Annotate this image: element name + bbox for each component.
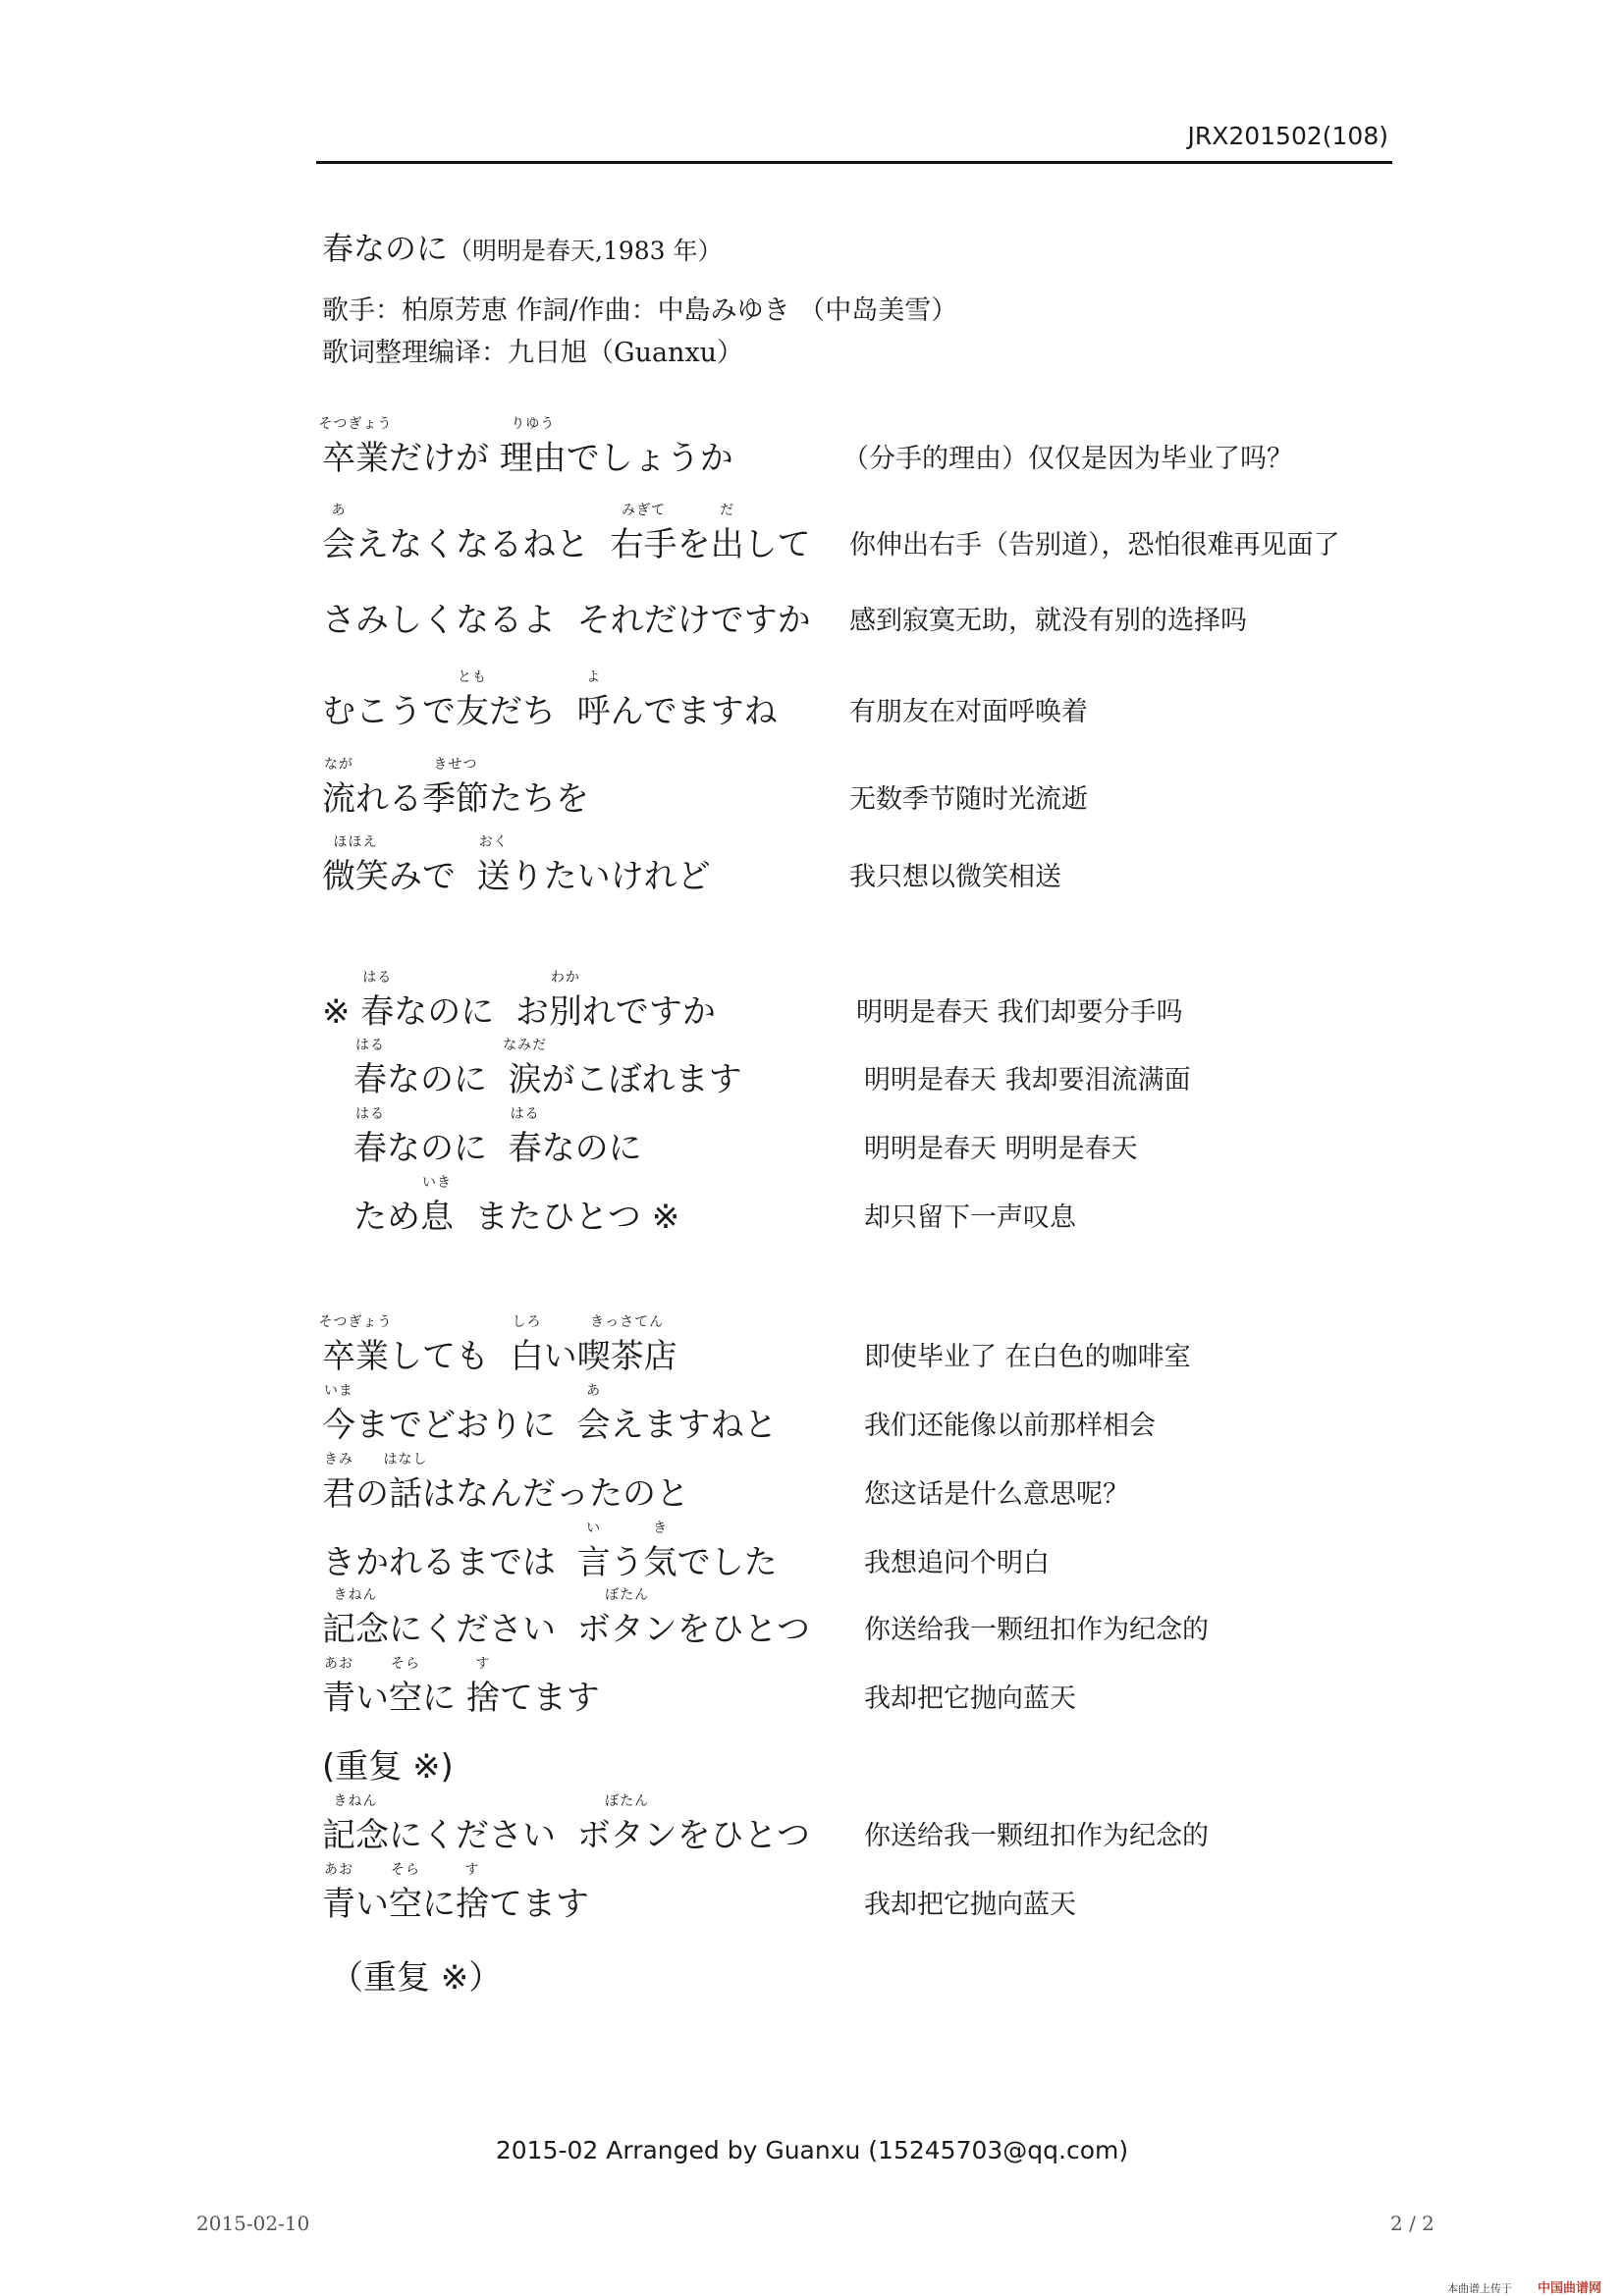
ruby-reading: よ (586, 669, 602, 685)
ruby-reading: そら (391, 1656, 420, 1672)
lyric-chinese: 无数季节随时光流逝 (849, 784, 1088, 815)
lyric-chinese: 明明是春天 我们却要分手吗 (856, 997, 1183, 1028)
lyric-chinese: 明明是春天 我却要泪流满面 (864, 1065, 1191, 1095)
ruby-base: 春 (508, 1129, 542, 1168)
ruby-base: 送 (476, 857, 511, 896)
lyric-text: までどおりに (355, 1406, 577, 1445)
ruby-reading: す (475, 1656, 491, 1672)
ruby-reading: はなし (383, 1452, 428, 1468)
ruby-base: 記念 (322, 1610, 389, 1649)
lyric-chinese: 你伸出右手（告别道），恐怕很难再见面了 (849, 530, 1340, 561)
ruby-reading: きっさてん (590, 1314, 665, 1330)
lyric-text: なのに (541, 1129, 642, 1168)
ruby-reading: なみだ (503, 1038, 548, 1053)
ruby-reading: はる (355, 1106, 385, 1122)
lyric-japanese (322, 503, 811, 564)
ruby-base: 出 (710, 525, 744, 564)
footer-date: 2015-02-10 (196, 2212, 310, 2235)
editor-credit: 歌词整理编译：九日旭（Guanxu） (322, 338, 744, 368)
ruby-base: 卒業 (322, 439, 389, 478)
ruby-base: 話 (389, 1474, 422, 1514)
ruby-base: 春 (353, 1129, 387, 1168)
ruby-base: 微笑 (322, 857, 389, 896)
lyric-line (0, 653, 1624, 731)
ruby-base: 言 (576, 1543, 611, 1582)
lyric-line (0, 1090, 1624, 1168)
ruby-reading: きせつ (433, 757, 478, 773)
ruby-reading: だ (720, 503, 735, 518)
ruby-word (322, 834, 389, 896)
ruby-reading: いま (324, 1383, 353, 1399)
lyric-text: (重复 ※) (322, 1747, 454, 1787)
lyric-text: ため (353, 1198, 420, 1237)
ruby-reading: きねん (333, 1793, 378, 1809)
lyric-text: きかれるまでは (322, 1543, 577, 1582)
lyric-chinese: 您这话是什么意思呢？ (864, 1479, 1129, 1510)
song-title-block (322, 224, 723, 269)
lyric-text: にください (389, 1816, 577, 1855)
lyric-text: だち (489, 692, 577, 731)
lyric-text: みで (389, 857, 477, 896)
ruby-reading: りゆう (511, 416, 556, 432)
lyric-line (0, 740, 1624, 819)
lyric-japanese (322, 669, 778, 731)
footer-credit: 2015-02 Arranged by Guanxu (15245703@qq.com) (495, 2136, 1129, 2164)
ruby-word (476, 834, 511, 896)
lyric-line (0, 1298, 1624, 1376)
ruby-base: ボタン (576, 1816, 677, 1855)
ruby-base: 白 (510, 1337, 544, 1376)
ruby-reading: あ (331, 503, 347, 518)
lyric-text: い (355, 1679, 389, 1718)
ruby-base: 春 (360, 992, 395, 1032)
lyric-line (0, 1571, 1624, 1649)
ruby-reading: き (653, 1521, 669, 1536)
page-number: 2 / 2 (1390, 2212, 1435, 2235)
lyric-chinese: 你送给我一颗纽扣作为纪念的 (864, 1615, 1209, 1645)
lyric-text: またひとつ ※ (454, 1198, 680, 1237)
ruby-base: 青 (322, 1885, 355, 1924)
ruby-base: 青 (322, 1679, 355, 1718)
lyric-text: んでますね (610, 692, 778, 731)
singer-credit: 歌手：柏原芳恵 作詞/作曲：中島みゆき （中岛美雪） (322, 295, 958, 326)
lyric-text: はなんだったのと (422, 1474, 689, 1514)
lyric-text: なのに (387, 1060, 509, 1099)
ruby-word (322, 1862, 355, 1924)
ruby-base: 友 (456, 692, 489, 731)
ruby-word (420, 1175, 454, 1237)
ruby-reading: きみ (324, 1452, 353, 1468)
ruby-reading: なが (324, 757, 353, 773)
ruby-reading: そつぎょう (318, 1314, 393, 1330)
ruby-base: 捨 (465, 1679, 500, 1718)
ruby-word (610, 503, 677, 564)
ruby-reading: そつぎょう (318, 416, 393, 432)
ruby-word (576, 669, 611, 731)
lyric-text: がこぼれます (541, 1060, 742, 1099)
song-title: 春なのに (322, 230, 449, 267)
ruby-base: 喫茶店 (576, 1337, 677, 1376)
ruby-reading: あお (324, 1656, 353, 1672)
ruby-base: 息 (420, 1198, 454, 1237)
ruby-reading: わか (550, 970, 580, 986)
ruby-reading: しろ (512, 1314, 542, 1330)
ruby-word (499, 416, 567, 478)
lyric-line (0, 1158, 1624, 1237)
song-title-note: （明明是春天,1983 年） (448, 237, 723, 265)
lyric-chinese: 我想追问个明白 (864, 1548, 1050, 1578)
lyric-line (0, 1639, 1624, 1718)
lyric-text: だけが (389, 439, 500, 478)
ruby-reading: はる (355, 1038, 385, 1053)
lyric-line (0, 1435, 1624, 1514)
lyric-chinese: 有朋友在对面呼唤着 (849, 697, 1088, 727)
ruby-reading: ぼたん (605, 1587, 650, 1603)
document-code: JRX201502(108) (1187, 122, 1388, 150)
lyric-chinese: 即使毕业了 在白色的咖啡室 (864, 1342, 1191, 1372)
lyric-chinese: 我却把它抛向蓝天 (864, 1683, 1076, 1714)
lyric-line (0, 400, 1624, 478)
lyric-chinese: 你送给我一颗纽扣作为纪念的 (864, 1821, 1209, 1851)
ruby-base: 空 (389, 1885, 422, 1924)
ruby-word (710, 503, 744, 564)
ruby-base: 気 (643, 1543, 677, 1582)
lyric-text: なのに (387, 1129, 509, 1168)
ruby-word (456, 669, 489, 731)
ruby-word (456, 1862, 489, 1924)
ruby-reading: あ (586, 1383, 602, 1399)
lyric-text: でした (677, 1543, 778, 1582)
lyric-text: てます (499, 1679, 600, 1718)
ruby-reading: おく (478, 834, 509, 850)
lyric-text: さみしくなるよ それだけですか (322, 601, 811, 640)
ruby-reading: あお (324, 1862, 353, 1878)
ruby-word (389, 1862, 422, 1924)
ruby-base: 理由 (499, 439, 567, 478)
lyric-text: に (422, 1885, 456, 1924)
ruby-base: 今 (322, 1406, 355, 1445)
ruby-base: 右手 (610, 525, 677, 564)
ruby-reading: ほほえ (333, 834, 378, 850)
lyric-text: を (677, 525, 711, 564)
lyric-text: れる (355, 779, 422, 819)
ruby-base: 涙 (508, 1060, 542, 1099)
header-rule (316, 161, 1392, 164)
lyric-text: にください (389, 1610, 577, 1649)
ruby-word (422, 757, 489, 819)
site-logo: 中国曲谱网 (1538, 2281, 1602, 2296)
ruby-word (322, 757, 355, 819)
lyric-text: い (543, 1337, 577, 1376)
ruby-base: ボタン (576, 1610, 677, 1649)
lyric-line (0, 1708, 1624, 1787)
lyric-chinese: 我们还能像以前那样相会 (864, 1411, 1156, 1441)
lyric-line (0, 1366, 1624, 1445)
lyric-text: い (355, 1885, 389, 1924)
lyric-text: に (422, 1679, 466, 1718)
ruby-reading: とも (458, 669, 487, 685)
ruby-base: 捨 (456, 1885, 489, 1924)
lyric-line (0, 1021, 1624, 1099)
ruby-reading: い (586, 1521, 602, 1536)
ruby-word (318, 416, 393, 478)
ruby-base: 空 (389, 1679, 422, 1718)
lyric-line (0, 1777, 1624, 1855)
lyric-text: りたいけれど (510, 857, 711, 896)
lyric-japanese (322, 1862, 589, 1924)
ruby-word (322, 503, 355, 564)
lyric-text: して (743, 525, 811, 564)
upload-note: 本曲谱上传于 (1447, 2282, 1512, 2295)
ruby-base: 君 (322, 1474, 355, 1514)
ruby-base: 呼 (576, 692, 611, 731)
lyric-line (0, 486, 1624, 564)
lyric-text: ※ (322, 992, 361, 1032)
lyric-text: てます (489, 1885, 589, 1924)
lyric-chinese: 感到寂寞无助，就没有别的选择吗 (849, 606, 1247, 636)
ruby-base: 季節 (422, 779, 489, 819)
lyric-text: えますねと (610, 1406, 778, 1445)
lyric-text: むこうで (322, 692, 456, 731)
lyric-text: しても (389, 1337, 511, 1376)
ruby-base: 卒業 (322, 1337, 389, 1376)
ruby-base: 記念 (322, 1816, 389, 1855)
lyric-text: （重复 ※） (330, 1958, 503, 1998)
lyric-japanese (322, 601, 811, 640)
lyric-text: をひとつ (677, 1816, 810, 1855)
lyric-line (0, 953, 1624, 1032)
lyric-text: の (355, 1474, 389, 1514)
lyric-chinese: 明明是春天 明明是春天 (864, 1134, 1138, 1164)
ruby-reading: きねん (333, 1587, 378, 1603)
lyric-chinese: 我却把它抛向蓝天 (864, 1890, 1076, 1920)
ruby-base: 会 (576, 1406, 611, 1445)
ruby-reading: みぎて (622, 503, 667, 518)
lyric-japanese (322, 757, 589, 819)
lyric-chinese: （分手的理由）仅仅是因为毕业了吗？ (842, 444, 1293, 474)
lyric-text: えなくなるねと (355, 525, 611, 564)
ruby-base: 会 (322, 525, 355, 564)
lyric-chinese: 却只留下一声叹息 (864, 1202, 1076, 1233)
lyric-text: れですか (581, 992, 716, 1032)
ruby-reading: はる (362, 970, 393, 986)
lyric-text: をひとつ (677, 1610, 810, 1649)
ruby-reading: そら (391, 1862, 420, 1878)
lyric-japanese (322, 834, 711, 896)
ruby-reading: ぼたん (605, 1793, 650, 1809)
lyric-text: たちを (489, 779, 589, 819)
ruby-base: 別 (548, 992, 582, 1032)
ruby-base: 流 (322, 779, 355, 819)
lyric-japanese (318, 416, 733, 478)
lyric-japanese (330, 1958, 502, 1998)
lyric-text: でしょうか (566, 439, 733, 478)
lyric-text: なのに お (394, 992, 549, 1032)
lyric-text: う (610, 1543, 644, 1582)
lyric-line (0, 561, 1624, 640)
ruby-reading: はる (510, 1106, 540, 1122)
lyric-chinese: 我只想以微笑相送 (849, 862, 1061, 892)
lyric-japanese (353, 1175, 680, 1237)
ruby-reading: す (464, 1862, 480, 1878)
ruby-base: 春 (353, 1060, 387, 1099)
lyric-line (0, 1919, 1624, 1998)
ruby-reading: いき (422, 1175, 452, 1191)
lyric-line (0, 1845, 1624, 1924)
lyric-line (0, 818, 1624, 896)
